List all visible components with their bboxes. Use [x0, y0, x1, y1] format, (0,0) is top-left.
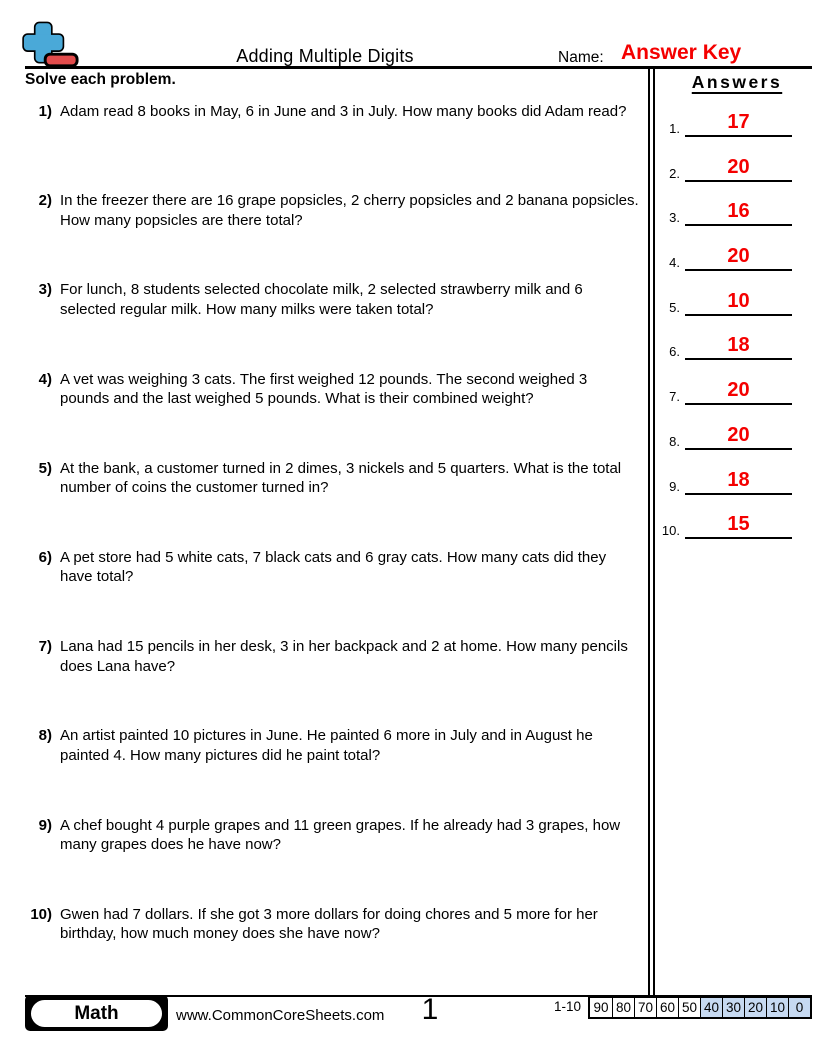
answer-item-7: [656, 379, 806, 405]
answer-number: 8.: [669, 434, 680, 449]
answer-item-9: [656, 469, 806, 495]
answer-number: 6.: [669, 344, 680, 359]
problem-item-10: [27, 905, 640, 994]
score-range-label: 1-10: [553, 999, 581, 1014]
answer-blank-line: [685, 245, 792, 271]
website-url: www.CommonCoreSheets.com: [176, 1007, 385, 1024]
problem-text: For lunch, 8 students selected chocolate milk, 2 selected strawberry milk and 6 selected regular milk. How many milks were taken total?: [60, 281, 583, 318]
answer-value: 20: [727, 379, 750, 401]
answer-blank-line: [685, 334, 792, 360]
answer-value: 16: [727, 200, 750, 222]
answer-number: 9.: [669, 479, 680, 494]
instructions-text: Solve each problem.: [25, 71, 176, 88]
score-cell: 20: [744, 998, 766, 1017]
problem-item-9: [27, 816, 640, 905]
subject-badge: [25, 995, 168, 1031]
score-cell: 0: [788, 998, 810, 1017]
answer-value: 18: [727, 334, 750, 356]
problem-number: 10): [30, 905, 52, 923]
answers-column-divider: [648, 69, 655, 995]
problem-item-4: [27, 370, 640, 459]
problem-item-8: [27, 726, 640, 815]
problem-number: 4): [38, 370, 52, 388]
answer-number: 3.: [669, 210, 680, 225]
problem-number: 7): [38, 638, 52, 656]
problem-text: In the freezer there are 16 grape popsicles, 2 cherry popsicles and 2 banana popsicles. How many popsicles are there total?: [60, 192, 639, 229]
problem-text: A pet store had 5 white cats, 7 black cats and 6 gray cats. How many cats did they have total?: [60, 548, 607, 586]
answer-value: 17: [727, 111, 750, 133]
answer-blank-line: [685, 200, 792, 226]
answer-blank-line: [685, 156, 792, 182]
answer-item-2: [656, 156, 806, 182]
answer-value: 18: [727, 469, 750, 491]
problem-number: 2): [38, 192, 52, 210]
problem-item-2: [27, 191, 640, 280]
answer-blank-line: [685, 290, 792, 316]
problem-number: 5): [38, 459, 52, 477]
answer-blank-line: [685, 513, 792, 539]
problem-number: 3): [38, 281, 52, 299]
problem-item-1: [27, 102, 640, 191]
answer-number: 4.: [669, 255, 680, 270]
problem-item-3: [27, 280, 640, 369]
answer-item-6: [656, 334, 806, 360]
answer-blank-line: [685, 469, 792, 495]
subject-badge-label: Math: [31, 1000, 162, 1027]
problem-text: Adam read 8 books in May, 6 in June and 3 in July. How many books did Adam read?: [60, 103, 627, 120]
name-label: Name:: [558, 49, 604, 66]
answer-item-8: [656, 424, 806, 450]
answer-value: 20: [727, 156, 750, 178]
score-cell: 80: [612, 998, 634, 1017]
answer-number: 7.: [669, 389, 680, 404]
problem-number: 9): [38, 816, 52, 834]
score-table: [588, 996, 812, 1019]
score-cell: 50: [678, 998, 700, 1017]
problem-text: A vet was weighing 3 cats. The first weighed 12 pounds. The second weighed 3 pounds and the last weighed 5 pounds. What is their combined weight?: [60, 370, 588, 408]
answer-number: 5.: [669, 300, 680, 315]
problem-text: At the bank, a customer turned in 2 dimes, 3 nickels and 5 quarters. What is the total number of coins the customer turned in?: [60, 459, 622, 497]
problem-item-6: [27, 548, 640, 637]
score-cell: 30: [722, 998, 744, 1017]
page-number: 1: [421, 993, 439, 1026]
problem-number: 6): [38, 548, 52, 566]
answer-item-4: [656, 245, 806, 271]
answer-key-label: Answer Key: [621, 41, 742, 64]
answer-blank-line: [685, 424, 792, 450]
score-cell: 90: [590, 998, 612, 1017]
answer-number: 1.: [669, 121, 680, 136]
answer-number: 2.: [669, 166, 680, 181]
problem-number: 8): [38, 727, 52, 745]
problem-item-7: [27, 637, 640, 726]
score-row: [554, 996, 812, 1019]
answer-item-3: [656, 200, 806, 226]
header-divider: [25, 66, 812, 69]
answer-value: 10: [727, 290, 750, 312]
answer-item-1: [656, 111, 806, 137]
score-cell: 40: [700, 998, 722, 1017]
problem-text: Lana had 15 pencils in her desk, 3 in her backpack and 2 at home. How many pencils does Lana have?: [60, 638, 628, 675]
answer-value: 20: [727, 424, 750, 446]
answer-item-5: [656, 290, 806, 316]
answer-blank-line: [685, 111, 792, 137]
problem-item-5: [27, 459, 640, 548]
problem-text: Gwen had 7 dollars. If she got 3 more dollars for doing chores and 5 more for her birthday, how much money does she have now?: [60, 905, 598, 943]
answer-item-10: [656, 513, 806, 539]
problems-list: [27, 102, 640, 994]
answers-heading: Answers: [691, 72, 783, 92]
score-cell: 10: [766, 998, 788, 1017]
worksheet-title: Adding Multiple Digits: [236, 46, 414, 66]
answer-value: 15: [727, 513, 750, 535]
score-cell: 60: [656, 998, 678, 1017]
problem-number: 1): [38, 103, 52, 120]
score-cell: 70: [634, 998, 656, 1017]
answer-blank-line: [685, 379, 792, 405]
problem-text: An artist painted 10 pictures in June. He painted 6 more in July and in August he painted 4. How many pictures did he paint total?: [60, 727, 593, 764]
problem-text: A chef bought 4 purple grapes and 11 green grapes. If he already had 3 grapes, how many grapes does he have now?: [60, 816, 621, 853]
answer-number: 10.: [661, 523, 680, 538]
answer-value: 20: [727, 245, 750, 267]
